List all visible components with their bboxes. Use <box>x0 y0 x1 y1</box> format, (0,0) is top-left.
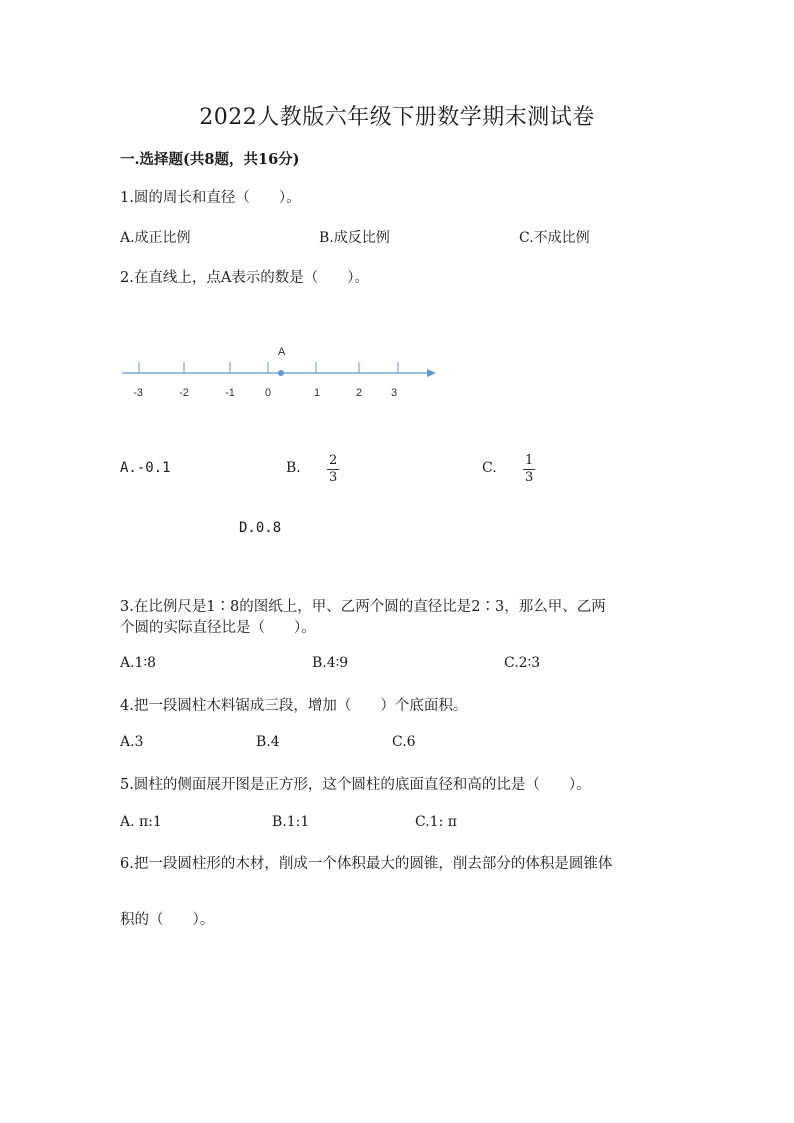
question-5-text: 5.圆柱的侧面展开图是正方形，这个圆柱的底面直径和高的比是（ ）。 <box>120 777 591 793</box>
number-line-tick-label: 1 <box>313 387 321 399</box>
number-line-tick-label: -3 <box>133 387 143 399</box>
question-5-option-b: B.1:1 <box>272 814 310 830</box>
point-a-label: A <box>278 346 286 358</box>
question-3-option-b: B.4∶9 <box>312 655 349 671</box>
question-1-option-a: A.成正比例 <box>120 230 191 246</box>
question-4-option-c: C.6 <box>392 734 416 750</box>
question-3-text-line-1: 3.在比例尺是1∶8的图纸上，甲、乙两个圆的直径比是2∶3，那么甲、乙两 <box>120 599 606 615</box>
number-line-arrow-icon <box>427 369 436 377</box>
question-6-text-line-1: 6.把一段圆柱形的木材，削成一个体积最大的圆锥，削去部分的体积是圆锥体 <box>120 856 613 872</box>
question-2-option-c-label: C. <box>482 460 497 476</box>
section-heading: 一.选择题(共8题，共16分) <box>120 151 300 168</box>
question-2-option-d: D.0.8 <box>239 520 282 536</box>
number-line-tick-label: 2 <box>355 387 363 399</box>
fraction-denominator: 3 <box>525 470 534 485</box>
question-4-option-a: A.3 <box>120 734 144 750</box>
number-line-tick-label: -2 <box>179 387 189 399</box>
question-5-option-c: C.1: π <box>415 814 457 830</box>
page-title: 2022人教版六年级下册数学期末测试卷 <box>199 105 595 130</box>
number-line-tick-label: 3 <box>390 387 398 399</box>
question-4-text: 4.把一段圆柱木料锯成三段，增加（ ）个底面积。 <box>120 698 468 714</box>
fraction-numerator: 2 <box>329 453 338 468</box>
question-5-option-a: A. π:1 <box>120 814 162 830</box>
question-2-text: 2.在直线上，点A表示的数是（ ）。 <box>120 270 370 286</box>
fraction-denominator: 3 <box>329 470 338 485</box>
question-3-option-a: A.1∶8 <box>120 655 157 671</box>
number-line-tick-label: 0 <box>264 387 272 399</box>
question-3-option-c: C.2∶3 <box>504 655 541 671</box>
number-line-tick-label: -1 <box>225 387 235 399</box>
point-a-dot <box>278 370 284 376</box>
question-4-option-b: B.4 <box>256 734 280 750</box>
number-line <box>118 338 443 404</box>
question-1-option-c: C.不成比例 <box>519 230 590 246</box>
question-2-option-c-fraction <box>523 453 535 486</box>
question-3-text-line-2: 个圆的实际直径比是（ ）。 <box>120 620 316 636</box>
question-1-option-b: B.成反比例 <box>319 230 390 246</box>
question-2-option-b-fraction <box>327 453 339 486</box>
fraction-numerator: 1 <box>525 453 534 468</box>
question-6-text-line-2: 积的（ ）。 <box>120 912 215 928</box>
question-2-option-b-label: B. <box>286 460 301 476</box>
question-1-text: 1.圆的周长和直径（ ）。 <box>120 190 301 206</box>
question-2-option-a: A.-0.1 <box>120 460 171 476</box>
